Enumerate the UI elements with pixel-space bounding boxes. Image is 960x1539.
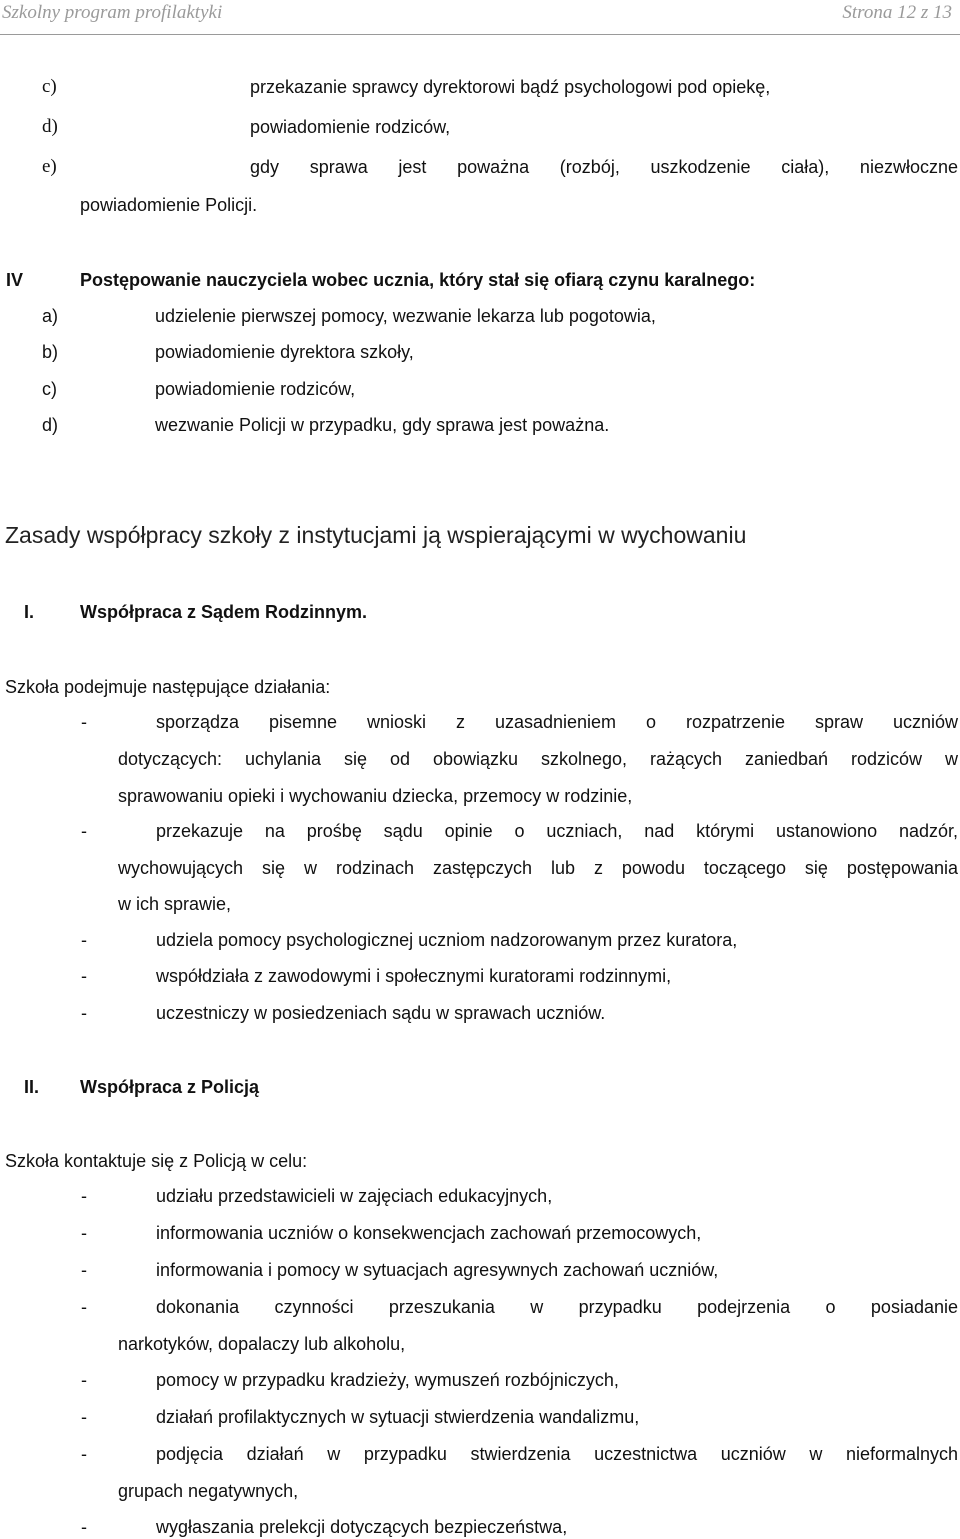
list-item: powiadomienie rodziców, <box>250 117 451 137</box>
list-item: podjęcia działań w przypadku stwierdzenia uczestnictwa uczniów w nieformalnych <box>156 1444 958 1464</box>
header-divider <box>0 34 960 35</box>
header-title: Szkolny program profilaktyki <box>2 2 223 23</box>
list-marker: c) <box>42 76 57 97</box>
list-item: wygłaszania prelekcji dotyczących bezpieczeństwa, <box>156 1517 568 1537</box>
list-item-continuation: wychowujących się w rodzinach zastępczych lub z powodu toczącego się postępowania <box>118 858 958 878</box>
list-marker: a) <box>42 306 59 326</box>
list-marker: c) <box>42 379 57 399</box>
list-dash: - <box>81 1223 87 1243</box>
list-dash: - <box>81 1003 87 1023</box>
list-item-continuation: dotyczących: uchylania się od obowiązku szkolnego, rażących zaniedbań rodziców w <box>118 749 958 769</box>
section-numeral: I. <box>24 602 35 622</box>
page-header <box>0 0 960 34</box>
section-numeral: IV <box>6 270 24 290</box>
section-title: Współpraca z Sądem Rodzinnym. <box>80 602 368 622</box>
list-dash: - <box>81 966 87 986</box>
list-dash: - <box>81 930 87 950</box>
list-item-continuation: narkotyków, dopalaczy lub alkoholu, <box>118 1334 406 1354</box>
list-dash: - <box>81 1297 87 1317</box>
list-item: udziału przedstawicieli w zajęciach edukacyjnych, <box>156 1186 553 1206</box>
list-item: informowania uczniów o konsekwencjach zachowań przemocowych, <box>156 1223 702 1243</box>
list-item-continuation: sprawowaniu opieki i wychowaniu dziecka, przemocy w rodzinie, <box>118 786 633 806</box>
list-item: przekazanie sprawcy dyrektorowi bądź psychologowi pod opiekę, <box>250 77 771 97</box>
list-dash: - <box>81 1186 87 1206</box>
list-item-continuation: powiadomienie Policji. <box>80 195 258 215</box>
list-marker: b) <box>42 342 59 362</box>
list-dash: - <box>81 1260 87 1280</box>
page-number: Strona 12 z 13 <box>842 2 952 23</box>
section-numeral: II. <box>24 1077 40 1097</box>
list-item: informowania i pomocy w sytuacjach agresywnych zachowań uczniów, <box>156 1260 719 1280</box>
list-item: dokonania czynności przeszukania w przypadku podejrzenia o posiadanie <box>156 1297 958 1317</box>
list-item: pomocy w przypadku kradzieży, wymuszeń rozbójniczych, <box>156 1370 619 1390</box>
section-title: Postępowanie nauczyciela wobec ucznia, który stał się ofiarą czynu karalnego: <box>80 270 756 290</box>
list-item: udzielenie pierwszej pomocy, wezwanie lekarza lub pogotowia, <box>155 306 656 326</box>
list-dash: - <box>81 712 87 732</box>
list-marker: d) <box>42 116 58 137</box>
list-item: przekazuje na prośbę sądu opinie o uczniach, nad którymi ustanowiono nadzór, <box>156 821 958 841</box>
list-item-continuation: w ich sprawie, <box>118 894 232 914</box>
list-item: powiadomienie rodziców, <box>155 379 356 399</box>
list-item: sporządza pisemne wnioski z uzasadnieniem o rozpatrzenie spraw uczniów <box>156 712 958 732</box>
list-item: działań profilaktycznych w sytuacji stwierdzenia wandalizmu, <box>156 1407 640 1427</box>
list-item: wezwanie Policji w przypadku, gdy sprawa jest poważna. <box>155 415 610 435</box>
list-marker: e) <box>42 156 57 177</box>
list-item: udziela pomocy psychologicznej uczniom nadzorowanym przez kuratora, <box>156 930 738 950</box>
list-item: gdy sprawa jest poważna (rozbój, uszkodzenie ciała), niezwłoczne <box>250 157 958 177</box>
list-marker: d) <box>42 415 59 435</box>
list-dash: - <box>81 1444 87 1464</box>
section-intro: Szkoła podejmuje następujące działania: <box>5 677 331 697</box>
section-heading: Zasady współpracy szkoły z instytucjami ją wspierającymi w wychowaniu <box>5 522 747 548</box>
list-dash: - <box>81 1407 87 1427</box>
list-item: powiadomienie dyrektora szkoły, <box>155 342 414 362</box>
list-dash: - <box>81 1370 87 1390</box>
list-item: uczestniczy w posiedzeniach sądu w sprawach uczniów. <box>156 1003 606 1023</box>
section-title: Współpraca z Policją <box>80 1077 260 1097</box>
list-item-continuation: grupach negatywnych, <box>118 1481 299 1501</box>
list-item: współdziała z zawodowymi i społecznymi kuratorami rodzinnymi, <box>156 966 672 986</box>
list-dash: - <box>81 821 87 841</box>
list-dash: - <box>81 1517 87 1537</box>
section-intro: Szkoła kontaktuje się z Policją w celu: <box>5 1151 308 1171</box>
